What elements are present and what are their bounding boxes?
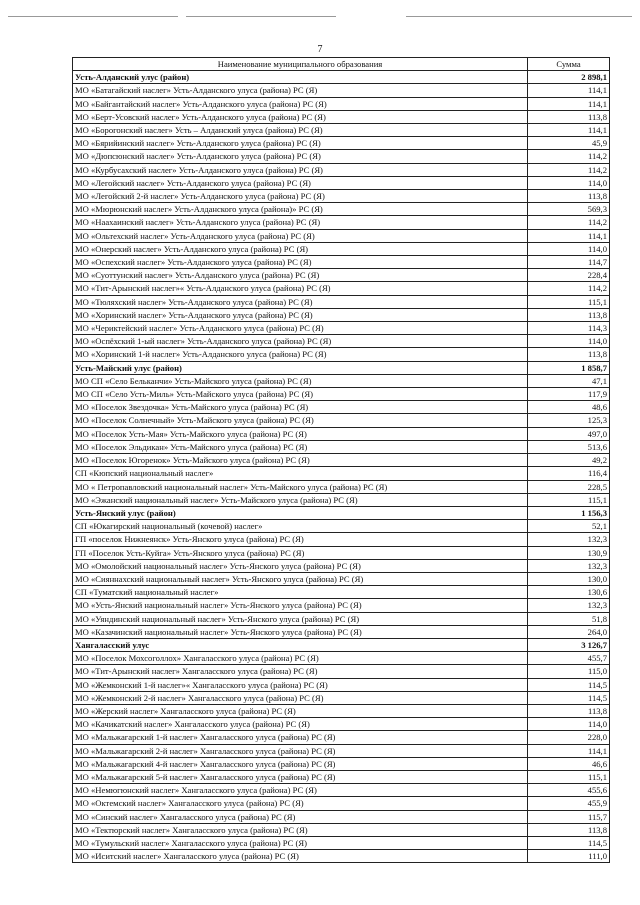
amount-cell: 51,8 [528, 612, 610, 625]
table-row [73, 374, 610, 387]
table-row [73, 401, 610, 414]
municipality-name: МО «Усть-Янский национальный наслег» Усть-Янского улуса (района) РС (Я) [73, 599, 528, 612]
amount-cell: 114,2 [528, 216, 610, 229]
table-row [73, 678, 610, 691]
amount-cell: 49,2 [528, 454, 610, 467]
table-row [73, 770, 610, 783]
table-row [73, 718, 610, 731]
amount-cell: 569,3 [528, 203, 610, 216]
table-row [73, 572, 610, 585]
municipality-name: МО СП «Село Бельканчи» Усть-Майского улуса (района) РС (Я) [73, 374, 528, 387]
table-row [73, 850, 610, 863]
table-row [73, 97, 610, 110]
amount-cell: 114,5 [528, 678, 610, 691]
municipality-name: МО «Казачинский национальный наслег» Усть-Янского улуса (района) РС (Я) [73, 625, 528, 638]
municipality-name: МО «Мюрюнский наслег» Усть-Алданского улуса (района)» РС (Я) [73, 203, 528, 216]
amount-cell: 115,0 [528, 665, 610, 678]
table-row [73, 190, 610, 203]
group-row [73, 71, 610, 84]
group-sum: 3 126,7 [528, 638, 610, 651]
table-row [73, 295, 610, 308]
municipality-name: МО «Немюгюнский наслег» Хангаласского улуса (района) РС (Я) [73, 784, 528, 797]
amount-cell: 114,1 [528, 744, 610, 757]
amount-cell: 48,6 [528, 401, 610, 414]
amount-cell: 114,1 [528, 229, 610, 242]
table-row [73, 612, 610, 625]
table-row [73, 836, 610, 849]
table-row [73, 467, 610, 480]
municipality-name: МО «Хоринский 1-й наслег» Усть-Алданского улуса (района) РС (Я) [73, 348, 528, 361]
table-row [73, 454, 610, 467]
table-row [73, 757, 610, 770]
table-row [73, 335, 610, 348]
group-row [73, 506, 610, 519]
municipality-name: МО СП «Село Усть-Миль» Усть-Майского улуса (района) РС (Я) [73, 388, 528, 401]
table-row [73, 704, 610, 717]
amount-cell: 264,0 [528, 625, 610, 638]
amount-cell: 52,1 [528, 520, 610, 533]
municipality-name: МО «Тумульский наслег» Хангаласского улуса (района) РС (Я) [73, 836, 528, 849]
municipality-name: МО «Эжанский национальный наслег» Усть-Майского улуса (района) РС (Я) [73, 493, 528, 506]
amount-cell: 513,6 [528, 440, 610, 453]
table-row [73, 784, 610, 797]
page-number: 7 [317, 44, 323, 55]
municipality-name: МО «Мальжагарский 1-й наслег» Хангаласского улуса (района) РС (Я) [73, 731, 528, 744]
amount-cell: 114,2 [528, 163, 610, 176]
amount-cell: 125,3 [528, 414, 610, 427]
amount-cell: 113,8 [528, 823, 610, 836]
amount-cell: 130,6 [528, 586, 610, 599]
table-row [73, 124, 610, 137]
table-row [73, 546, 610, 559]
municipality-name: МО «Наахаинский наслег» Усть-Алданского улуса (района) РС (Я) [73, 216, 528, 229]
table-header-row [73, 58, 610, 71]
municipality-name: ГП «Поселок Усть-Куйга» Усть-Янского улуса (района) РС (Я) [73, 546, 528, 559]
table-row [73, 242, 610, 255]
amount-cell: 132,3 [528, 533, 610, 546]
municipality-name: МО «Онерский наслег» Усть-Алданского улуса (района) РС (Я) [73, 242, 528, 255]
municipality-name: СП «Туматский национальный наслег» [73, 586, 528, 599]
municipality-name: МО «Легойский 2-й наслег» Усть-Алданского улуса (района) РС (Я) [73, 190, 528, 203]
amount-cell: 455,9 [528, 797, 610, 810]
table-row [73, 652, 610, 665]
group-name: Усть-Алданский улус (район) [73, 71, 528, 84]
scan-top-edge [0, 16, 640, 18]
amount-cell: 115,1 [528, 295, 610, 308]
group-sum: 1 858,7 [528, 361, 610, 374]
group-row [73, 638, 610, 651]
municipality-name: МО «Оспехский наслег» Усть-Алданского улуса (района) РС (Я) [73, 256, 528, 269]
amount-cell: 113,8 [528, 704, 610, 717]
municipality-name: МО «Тюляхский наслег» Усть-Алданского улуса (района) РС (Я) [73, 295, 528, 308]
amount-cell: 130,9 [528, 546, 610, 559]
municipality-name: МО «Курбусахский наслег» Усть-Алданского улуса (района) РС (Я) [73, 163, 528, 176]
amount-cell: 45,9 [528, 137, 610, 150]
amount-cell: 113,8 [528, 190, 610, 203]
table-row [73, 163, 610, 176]
amount-cell: 47,1 [528, 374, 610, 387]
table-row [73, 176, 610, 189]
amount-cell: 114,3 [528, 322, 610, 335]
table-row [73, 810, 610, 823]
municipality-name: МО «Омолойский национальный наслег» Усть-Янского улуса (района) РС (Я) [73, 559, 528, 572]
amount-cell: 114,0 [528, 242, 610, 255]
table-row [73, 388, 610, 401]
table-row [73, 203, 610, 216]
table-row [73, 216, 610, 229]
municipality-name: МО «Тит-Арынский наслег» Хангаласского улуса (района) РС (Я) [73, 665, 528, 678]
municipality-name: МО «Мальжагарский 5-й наслег» Хангаласского улуса (района) РС (Я) [73, 770, 528, 783]
table-row [73, 269, 610, 282]
table-row [73, 480, 610, 493]
table-row [73, 137, 610, 150]
table-row [73, 744, 610, 757]
municipality-name: МО «Поселок Югоренок» Усть-Майского улуса (района) РС (Я) [73, 454, 528, 467]
amount-cell: 46,6 [528, 757, 610, 770]
amount-cell: 228,0 [528, 731, 610, 744]
group-name: Хангаласский улус [73, 638, 528, 651]
table-row [73, 691, 610, 704]
amount-cell: 132,3 [528, 599, 610, 612]
municipality-name: МО «Борогонский наслег» Усть – Алданский улуса (района) РС (Я) [73, 124, 528, 137]
municipality-name: МО «Чериктейский наслег» Усть-Алданского улуса (района) РС (Я) [73, 322, 528, 335]
municipality-name: МО «Уяндинский национальный наслег» Усть-Янского улуса (района) РС (Я) [73, 612, 528, 625]
municipality-name: СП «Кюпский национальный наслег» [73, 467, 528, 480]
municipality-name: МО «Батагайский наслег» Усть-Алданского улуса (района) РС (Я) [73, 84, 528, 97]
header-name: Наименование муниципального образования [73, 58, 528, 71]
municipality-name: МО «Жерский наслег» Хангаласского улуса (района) РС (Я) [73, 704, 528, 717]
amount-cell: 114,1 [528, 97, 610, 110]
amount-cell: 113,8 [528, 110, 610, 123]
amount-cell: 455,6 [528, 784, 610, 797]
amount-cell: 114,1 [528, 84, 610, 97]
amount-cell: 228,5 [528, 480, 610, 493]
amount-cell: 115,1 [528, 493, 610, 506]
municipality-name: МО «Дюпсюнский наслег» Усть-Алданского улуса (района) РС (Я) [73, 150, 528, 163]
municipality-name: МО «Поселок Эльдикан» Усть-Майского улуса (района) РС (Я) [73, 440, 528, 453]
table-row [73, 797, 610, 810]
municipality-name: МО «Качикатский наслег» Хангаласского улуса (района) РС (Я) [73, 718, 528, 731]
municipality-name: МО «Жемконский 1-й наслег»« Хангаласского улуса (района) РС (Я) [73, 678, 528, 691]
municipality-name: МО «Тит-Арынский наслег»« Усть-Алданского улуса (района) РС (Я) [73, 282, 528, 295]
amount-cell: 113,8 [528, 348, 610, 361]
municipality-name: МО «Байгантайский наслег» Усть-Алданского улуса (района) РС (Я) [73, 97, 528, 110]
amount-cell: 114,0 [528, 718, 610, 731]
amount-cell: 497,0 [528, 427, 610, 440]
table-row [73, 665, 610, 678]
amount-cell: 113,8 [528, 308, 610, 321]
amount-cell: 455,7 [528, 652, 610, 665]
amount-cell: 114,0 [528, 176, 610, 189]
budget-table [72, 57, 610, 863]
table-row [73, 625, 610, 638]
municipality-name: МО «Суоттунский наслег» Усть-Алданского улуса (района) РС (Я) [73, 269, 528, 282]
table-row [73, 229, 610, 242]
group-sum: 2 898,1 [528, 71, 610, 84]
group-sum: 1 156,3 [528, 506, 610, 519]
group-name: Усть-Майский улус (район) [73, 361, 528, 374]
table-row [73, 427, 610, 440]
table-row [73, 559, 610, 572]
amount-cell: 117,9 [528, 388, 610, 401]
table-row [73, 308, 610, 321]
amount-cell: 114,7 [528, 256, 610, 269]
municipality-name: МО «Поселок Мохсоголлох» Хангаласского улуса (района) РС (Я) [73, 652, 528, 665]
header-sum: Сумма [528, 58, 610, 71]
amount-cell: 111,0 [528, 850, 610, 863]
municipality-name: МО «Мальжагарский 4-й наслег» Хангаласского улуса (района) РС (Я) [73, 757, 528, 770]
table-row [73, 586, 610, 599]
amount-cell: 114,5 [528, 836, 610, 849]
municipality-name: ГП «поселок Нижнеянск» Усть-Янского улуса (района) РС (Я) [73, 533, 528, 546]
municipality-name: МО «Поселок Солнечный» Усть-Майского улуса (района) РС (Я) [73, 414, 528, 427]
amount-cell: 114,2 [528, 282, 610, 295]
amount-cell: 115,7 [528, 810, 610, 823]
table-row [73, 348, 610, 361]
municipality-name: МО «Мальжагарский 2-й наслег» Хангаласского улуса (района) РС (Я) [73, 744, 528, 757]
table-row [73, 520, 610, 533]
amount-cell: 114,1 [528, 124, 610, 137]
municipality-name: МО «Октемский наслег» Хангаласского улуса (района) РС (Я) [73, 797, 528, 810]
table-row [73, 493, 610, 506]
amount-cell: 114,5 [528, 691, 610, 704]
municipality-name: МО «Легойский наслег» Усть-Алданского улуса (района) РС (Я) [73, 176, 528, 189]
amount-cell: 228,4 [528, 269, 610, 282]
table-row [73, 150, 610, 163]
table-body [73, 71, 610, 863]
amount-cell: 130,0 [528, 572, 610, 585]
amount-cell: 114,2 [528, 150, 610, 163]
table-row [73, 84, 610, 97]
municipality-name: МО «Сияннахский национальный наслег» Усть-Янского улуса (района) РС (Я) [73, 572, 528, 585]
group-row [73, 361, 610, 374]
amount-cell: 132,3 [528, 559, 610, 572]
municipality-name: МО «Хоринский наслег» Усть-Алданского улуса (района) РС (Я) [73, 308, 528, 321]
municipality-name: МО «Жемконский 2-й наслег» Хангаласского улуса (района) РС (Я) [73, 691, 528, 704]
municipality-name: МО «Берт-Усовский наслег» Усть-Алданского улуса (района) РС (Я) [73, 110, 528, 123]
municipality-name: МО «Иситский наслег» Хангаласского улуса (района) РС (Я) [73, 850, 528, 863]
table-row [73, 110, 610, 123]
municipality-name: МО «Оспёхский 1-ый наслег» Усть-Алданского улуса (района) РС (Я) [73, 335, 528, 348]
amount-cell: 115,1 [528, 770, 610, 783]
municipality-name: МО «Синский наслег» Хангаласского улуса (района) РС (Я) [73, 810, 528, 823]
amount-cell: 114,0 [528, 335, 610, 348]
municipality-name: МО «Поселок Звездочка» Усть-Майского улуса (района) РС (Я) [73, 401, 528, 414]
municipality-name: МО «Тектюрский наслег» Хангаласского улуса (района) РС (Я) [73, 823, 528, 836]
table-row [73, 322, 610, 335]
table-row [73, 282, 610, 295]
municipality-name: МО «Бярийинский наслег» Усть-Алданского улуса (района) РС (Я) [73, 137, 528, 150]
municipality-name: МО « Петропавловский национальный наслег» Усть-Майского улуса (района) РС (Я) [73, 480, 528, 493]
municipality-name: МО «Поселок Усть-Мая» Усть-Майского улуса (района) РС (Я) [73, 427, 528, 440]
table-row [73, 731, 610, 744]
municipality-name: СП «Юкагирский национальный (кочевой) наслег» [73, 520, 528, 533]
municipality-name: МО «Ольтехский наслег» Усть-Алданского улуса (района) РС (Я) [73, 229, 528, 242]
table-row [73, 823, 610, 836]
table-row [73, 414, 610, 427]
table-row [73, 440, 610, 453]
table-row [73, 533, 610, 546]
table-row [73, 599, 610, 612]
group-name: Усть-Янский улус (район) [73, 506, 528, 519]
table-row [73, 256, 610, 269]
amount-cell: 116,4 [528, 467, 610, 480]
